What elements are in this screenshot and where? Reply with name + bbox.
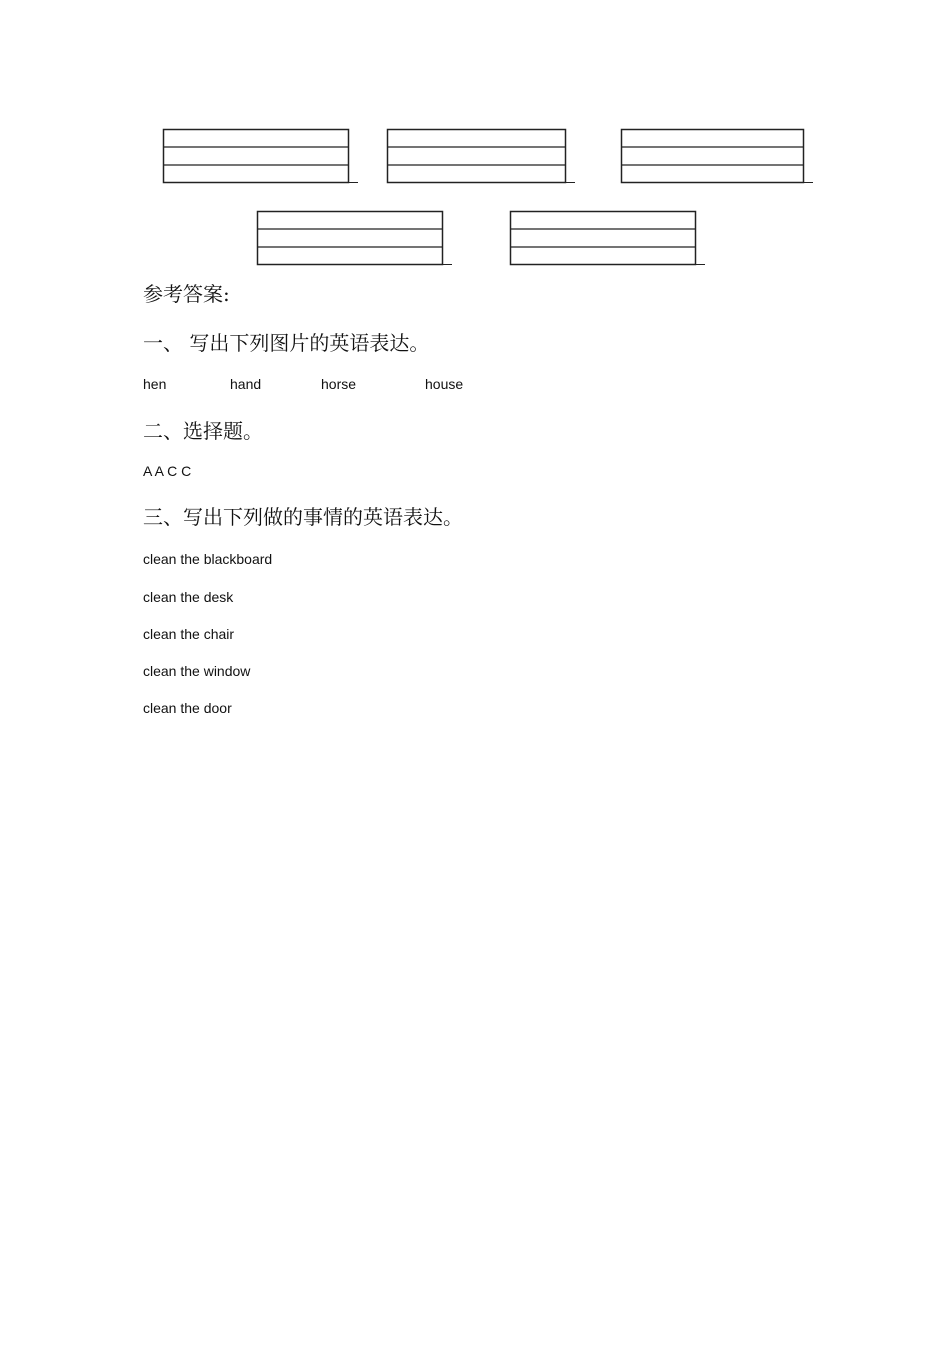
writing-grid-1: [163, 129, 359, 184]
section1-word-2: hand: [230, 376, 262, 392]
section3-phrase-4: clean the window: [143, 663, 251, 679]
section3-phrase-1: clean the blackboard: [143, 551, 273, 567]
section1-word-4: house: [425, 376, 464, 392]
writing-grid-2: [387, 129, 577, 184]
section3-phrase-2: clean the desk: [143, 589, 234, 605]
section3-phrase-3: clean the chair: [143, 626, 235, 642]
section3-phrase-5: clean the door: [143, 700, 232, 716]
writing-grid-5: [510, 211, 706, 266]
section2-answers: A A C C: [143, 463, 192, 479]
section1-word-1: hen: [143, 376, 167, 392]
writing-grid-4: [257, 211, 453, 266]
section2-title: 二、选择题。: [143, 419, 263, 443]
section1-title: 一、 写出下列图片的英语表达。: [143, 331, 430, 355]
section3-title: 三、写出下列做的事情的英语表达。: [143, 505, 463, 529]
section1-word-3: horse: [321, 376, 357, 392]
writing-grid-3: [621, 129, 814, 184]
answers-heading: 参考答案:: [143, 282, 230, 306]
